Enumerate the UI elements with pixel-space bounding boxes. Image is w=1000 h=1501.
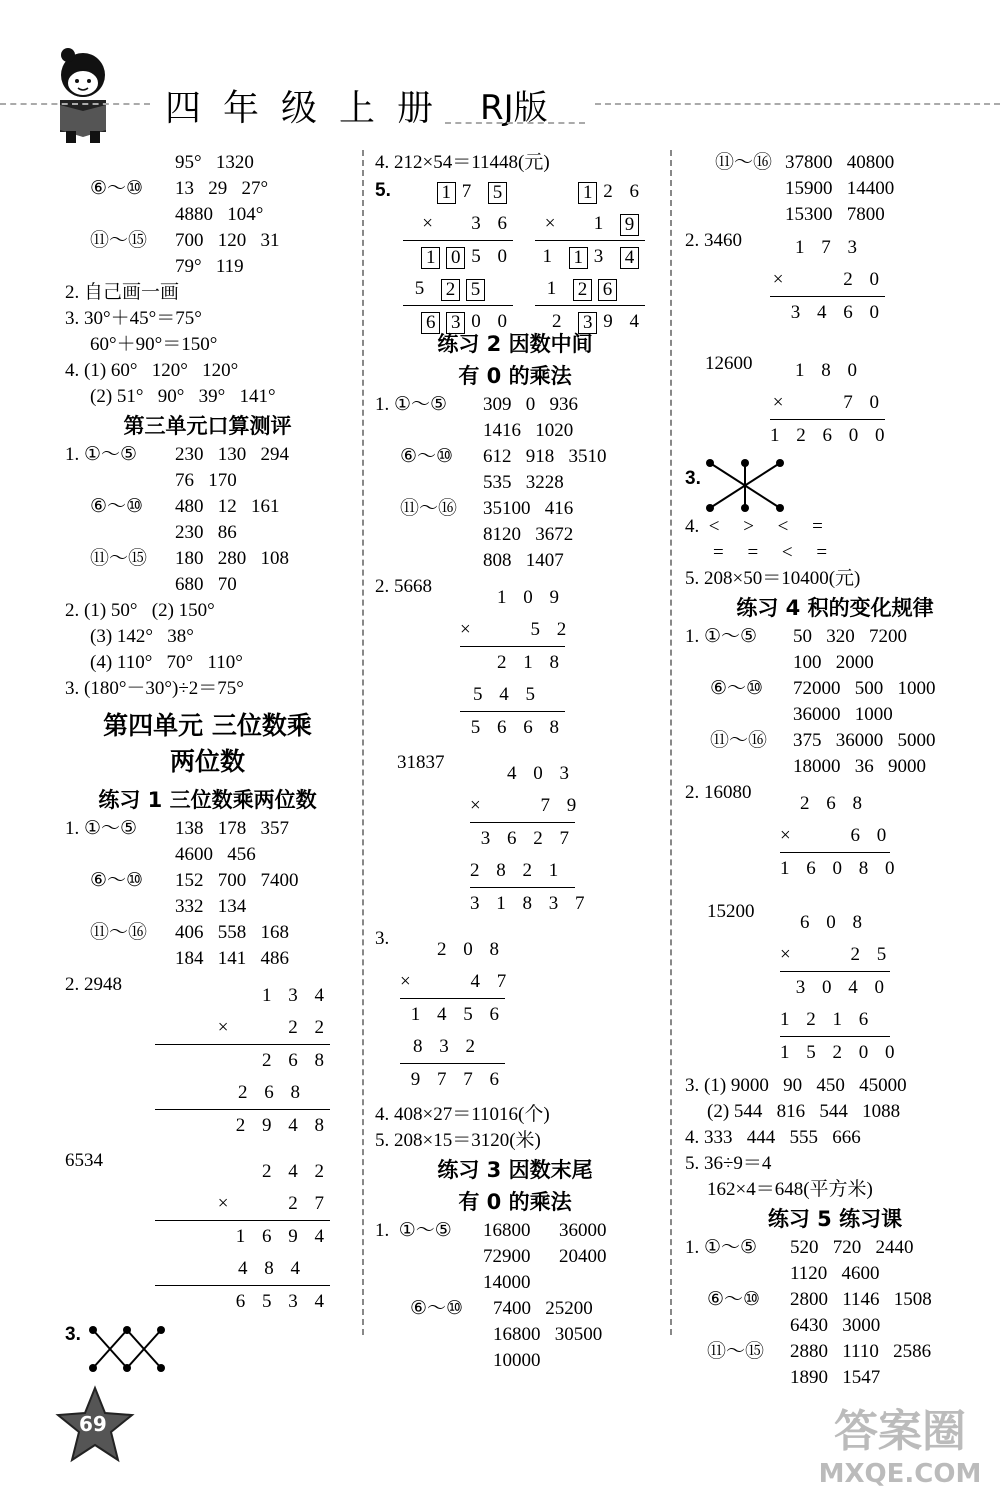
answer-line: 4880 104°: [175, 204, 264, 225]
answer-line: 2. 自己画一画: [65, 282, 180, 303]
vertical-multiplication: [770, 232, 885, 329]
calc-row: 2 4 2: [262, 1161, 330, 1182]
answer-line: 14000: [483, 1272, 531, 1293]
calc-row: × 6 0: [780, 825, 893, 846]
answer-box: 3: [578, 312, 597, 334]
answer-line: [65, 176, 350, 202]
exercise-title: 练习 1 三位数乘两位数: [98, 788, 317, 812]
calc-row: 6 3 0 0: [403, 305, 513, 338]
answer-line: (2) 51° 90° 39° 141°: [90, 386, 276, 407]
answer-line: 230 86: [175, 522, 237, 543]
calc-row: 1 0 9: [497, 587, 565, 608]
calc-row: 8 3 2: [413, 1036, 481, 1057]
answer-line: 2. 3460: [685, 230, 742, 251]
answer-line: 332 134: [175, 896, 247, 917]
answer-line: [65, 920, 350, 946]
calc-row: 3 6 2 7: [470, 822, 575, 855]
answer-line: 4. (1) 60° 120° 120°: [65, 360, 239, 381]
vertical-multiplication: [400, 934, 513, 1096]
calc-row: 2 0 8: [437, 939, 505, 960]
answer-values: 309 0 936: [483, 394, 578, 415]
answer-label: ⑪～⑯: [715, 152, 773, 173]
vertical-multiplication: [155, 1156, 330, 1318]
answer-box: 6: [598, 279, 617, 301]
answer-line: 5. 36÷9＝4: [685, 1153, 772, 1174]
vertical-multiplication: [470, 758, 591, 920]
calc-row: 2 8 2 1: [470, 860, 565, 881]
answer-line: 36000 1000: [793, 704, 893, 725]
calc-row: 1 6 0 8 0: [780, 852, 890, 885]
answer-values: 16800 36000: [483, 1220, 607, 1241]
answer-line: [685, 676, 985, 702]
answer-line: [65, 816, 350, 842]
calc-row: 1 2 1 6: [780, 1009, 875, 1030]
box-calculations: [375, 176, 655, 333]
answer-line: 1416 1020: [483, 420, 574, 441]
calc-row: 2 1 8: [460, 646, 565, 679]
answer-line: 4. 212×54＝11448(元): [375, 152, 550, 173]
answer-line: 15900 14400: [785, 178, 895, 199]
matching-lines-diagram: [705, 458, 789, 514]
calc-row: 2 9 4 8: [155, 1109, 330, 1142]
vertical-multiplication: [155, 980, 330, 1142]
answer-values: 37800 40800: [785, 152, 895, 173]
site-watermark: [800, 1405, 1000, 1500]
answer-line: [685, 1235, 985, 1261]
answer-values: 138 178 357: [175, 818, 289, 839]
answer-line: [685, 1287, 985, 1313]
answer-label: 1. ①～⑤: [375, 1220, 452, 1241]
calc-row: 1 2 6 0 0: [770, 419, 885, 452]
answer-line: [375, 496, 655, 522]
answer-line: 100 2000: [793, 652, 874, 673]
answer-column-1: [65, 150, 350, 1374]
answer-values: 152 700 7400: [175, 870, 299, 891]
answer-line: 76 170: [175, 470, 237, 491]
calc-row: × 1 9: [535, 208, 645, 240]
matching-answer: [685, 452, 985, 514]
calc-row: × 4 7: [400, 971, 513, 992]
vertical-multiplication: [780, 788, 901, 885]
exercise-title: 练习 4 积的变化规律: [736, 596, 934, 620]
answer-line: (2) 544 816 544 1088: [707, 1101, 901, 1122]
answer-box: 9: [620, 214, 639, 236]
answer-box: 5: [466, 279, 485, 301]
answer-line: 72900 20400: [483, 1246, 607, 1267]
calc-row: 5 4 5: [473, 684, 541, 705]
answer-box: 1: [437, 182, 456, 204]
box-calc-b: [535, 176, 645, 338]
answer-box: 2: [573, 279, 592, 301]
calc-row: × 2 2: [217, 1017, 330, 1038]
matching-lines-diagram: [87, 1324, 177, 1374]
answer-line: [375, 1296, 655, 1322]
calc-row: 5 6 6 8: [460, 711, 565, 744]
answer-line: 1120 4600: [790, 1263, 880, 1284]
calc-row: 1 6 9 4: [155, 1220, 330, 1253]
answer-line: [65, 868, 350, 894]
answer-line: (4) 110° 70° 110°: [90, 652, 243, 673]
calc-row: 6 5 3 4: [155, 1285, 330, 1318]
vertical-multiplication: [780, 907, 901, 1069]
answer-label: 1. ①～⑤: [375, 394, 448, 415]
answer-line: [65, 494, 350, 520]
answer-label: ⑥～⑩: [90, 496, 144, 517]
reading-child-icon: [38, 45, 128, 145]
answer-line: 60°＋90°＝150°: [90, 334, 218, 355]
answer-line: [65, 546, 350, 572]
vertical-multiplication: [460, 582, 573, 744]
answer-line: 184 141 486: [175, 948, 289, 969]
answer-values: 35100 416: [483, 498, 574, 519]
answer-line: 16800 30500: [493, 1324, 603, 1345]
page-header: [0, 0, 1000, 140]
answer-line: 3. (1) 9000 90 450 45000: [685, 1075, 907, 1096]
answer-label: 1. ①～⑤: [685, 626, 758, 647]
answer-line: [685, 728, 985, 754]
answer-line: 3.: [375, 928, 390, 949]
answer-box: 2: [441, 279, 460, 301]
calc-row: 4 0 3: [507, 763, 575, 784]
page-number: 69: [79, 1412, 107, 1436]
exercise-title: 有 0 的乘法: [458, 364, 572, 388]
header-rule-mid: [445, 122, 585, 124]
answer-line: 5. 208×50＝10400(元): [685, 568, 861, 589]
answer-values: 520 720 2440: [790, 1237, 914, 1258]
calc-row: 1 3 4: [262, 985, 330, 1006]
answer-values: 7400 25200: [493, 1298, 593, 1319]
answer-line: 8120 3672: [483, 524, 574, 545]
answer-column-3: [685, 150, 985, 1391]
answer-line: 3. (180°－30°)÷2＝75°: [65, 678, 244, 699]
exercise-title: 有 0 的乘法: [458, 1190, 572, 1214]
header-rule-left: [0, 103, 150, 105]
answer-values: 180 280 108: [175, 548, 289, 569]
answer-line: [685, 624, 985, 650]
unit-title: 第四单元 三位数乘: [103, 711, 312, 740]
calc-row: 3 4 6 0: [770, 296, 885, 329]
calc-row: 2 6 8: [238, 1082, 306, 1103]
exercise-title: 练习 3 因数末尾: [437, 1158, 593, 1182]
answer-line: 6534: [65, 1150, 103, 1171]
answer-line: 1890 1547: [790, 1367, 881, 1388]
calc-row: × 3 6: [422, 213, 513, 234]
column-divider-1: [362, 150, 364, 1335]
answer-line: 31837: [397, 752, 445, 773]
answer-box: 1: [421, 247, 440, 269]
answer-box: 3: [446, 312, 465, 334]
answer-label: ⑥～⑩: [710, 678, 764, 699]
answer-values: 612 918 3510: [483, 446, 607, 467]
calc-row: 1 7 5: [403, 176, 513, 208]
answer-label: 1. ①～⑤: [65, 444, 138, 465]
section-title: 第三单元口算测评: [123, 414, 292, 438]
answer-line: [375, 1218, 655, 1244]
book-edition: RJ版: [480, 88, 548, 128]
answer-line: = = < =: [713, 542, 828, 563]
answer-label: ⑪～⑯: [400, 498, 458, 519]
calc-row: × 2 5: [780, 944, 893, 965]
answer-label: ⑥～⑩: [90, 178, 144, 199]
question-number: 3.: [65, 1324, 81, 1345]
answer-line: 4600 456: [175, 844, 256, 865]
calc-row: 4 8 4: [238, 1258, 306, 1279]
calc-row: 3 0 4 0: [780, 971, 890, 1004]
answer-line: [685, 150, 985, 176]
answer-box: 0: [446, 247, 465, 269]
answer-line: 6430 3000: [790, 1315, 881, 1336]
answer-line: 10000: [493, 1350, 541, 1371]
box-calc-a: [403, 176, 513, 338]
answer-line: 2. 2948: [65, 974, 122, 995]
answer-line: (3) 142° 38°: [90, 626, 194, 647]
answer-values: 2880 1110 2586: [790, 1341, 932, 1362]
calc-row: 1 0 5 0: [403, 240, 513, 273]
answer-column-2: [375, 150, 655, 1374]
answer-line: 95° 1320: [175, 152, 254, 173]
calc-row: 6 0 8: [800, 912, 868, 933]
answer-label: 1. ①～⑤: [65, 818, 138, 839]
answer-values: 13 29 27°: [175, 178, 269, 199]
answer-line: 18000 36 9000: [793, 756, 926, 777]
answer-line: 4. < > < =: [685, 516, 823, 537]
watermark-url: MXQE.COM: [818, 1459, 982, 1489]
answer-line: [375, 392, 655, 418]
answer-box: 5: [488, 182, 507, 204]
exercise-title: 练习 5 练习课: [767, 1207, 903, 1231]
answer-line: 808 1407: [483, 550, 564, 571]
answer-line: 535 3228: [483, 472, 564, 493]
answer-line: 12600: [705, 353, 753, 374]
answer-line: 3. 30°＋45°＝75°: [65, 308, 202, 329]
calc-row: 9 7 7 6: [400, 1063, 505, 1096]
answer-label: ⑥～⑩: [90, 870, 144, 891]
answer-label: 1. ①～⑤: [685, 1237, 758, 1258]
vertical-multiplication: [770, 355, 891, 452]
answer-line: [375, 444, 655, 470]
question-number: 5.: [375, 180, 391, 201]
watermark-logo: 答案圈: [834, 1406, 966, 1457]
answer-line: 2. 16080: [685, 782, 752, 803]
calc-row: 1 1 3 4: [535, 240, 645, 273]
calc-row: × 5 2: [460, 619, 573, 640]
calc-row: 2 6 8: [155, 1044, 330, 1077]
answer-line: 79° 119: [175, 256, 244, 277]
unit-title: 两位数: [169, 747, 245, 776]
answer-values: 480 12 161: [175, 496, 280, 517]
answer-label: ⑪～⑯: [90, 922, 148, 943]
calc-row: 1 8 0: [795, 360, 863, 381]
answer-line: 15200: [707, 901, 755, 922]
calc-row: × 2 7: [217, 1193, 330, 1214]
matching-answer: [65, 1318, 350, 1374]
answer-box: 6: [421, 312, 440, 334]
answer-label: ⑪～⑮: [90, 548, 148, 569]
exercise-title: 练习 2 因数中间: [437, 332, 593, 356]
answer-line: 162×4＝648(平方米): [707, 1179, 873, 1200]
answer-line: [685, 1339, 985, 1365]
answer-line: 680 70: [175, 574, 237, 595]
answer-values: 406 558 168: [175, 922, 289, 943]
answer-label: ⑥～⑩: [410, 1298, 464, 1319]
answer-line: [65, 228, 350, 254]
question-number: 3.: [685, 468, 701, 489]
calc-row: 1 5 2 0 0: [780, 1036, 890, 1069]
answer-line: 2. 5668: [375, 576, 432, 597]
answer-values: 72000 500 1000: [793, 678, 936, 699]
column-divider-2: [670, 150, 672, 1335]
answer-label: ⑥～⑩: [400, 446, 454, 467]
calc-row: × 7 0: [772, 392, 885, 413]
answer-values: 700 120 31: [175, 230, 280, 251]
calc-row: 2 6 8: [800, 793, 868, 814]
answer-values: 50 320 7200: [793, 626, 907, 647]
answer-line: 15300 7800: [785, 204, 885, 225]
answer-label: ⑪～⑮: [90, 230, 148, 251]
calc-row: 3 1 8 3 7: [470, 887, 575, 920]
answer-line: 4. 408×27＝11016(个): [375, 1104, 550, 1125]
answer-values: 230 130 294: [175, 444, 289, 465]
calc-row: 1 4 5 6: [400, 998, 505, 1031]
answer-line: [65, 442, 350, 468]
answer-label: ⑪～⑯: [710, 730, 768, 751]
answer-box: 1: [569, 247, 588, 269]
answer-label: ⑪～⑮: [707, 1341, 765, 1362]
calc-row: 5 2 5: [403, 273, 513, 305]
calc-row: 1 7 3: [795, 237, 863, 258]
calc-row: 2 3 9 4: [535, 305, 645, 338]
header-rule-right: [595, 103, 1000, 105]
answer-values: 2800 1146 1508: [790, 1289, 932, 1310]
answer-values: 375 36000 5000: [793, 730, 936, 751]
calc-row: 1 2 6: [535, 273, 645, 305]
answer-label: ⑥～⑩: [707, 1289, 761, 1310]
calc-row: 1 2 6: [535, 176, 645, 208]
answer-line: 4. 333 444 555 666: [685, 1127, 861, 1148]
answer-line: 2. (1) 50° (2) 150°: [65, 600, 215, 621]
page-number-badge: [55, 1385, 135, 1465]
calc-row: × 7 9: [470, 795, 583, 816]
answer-box: 4: [620, 247, 639, 269]
answer-line: 5. 208×15＝3120(米): [375, 1130, 541, 1151]
answer-box: 1: [578, 182, 597, 204]
calc-row: × 2 0: [772, 269, 885, 290]
book-title: 四年级上册: [165, 88, 456, 129]
